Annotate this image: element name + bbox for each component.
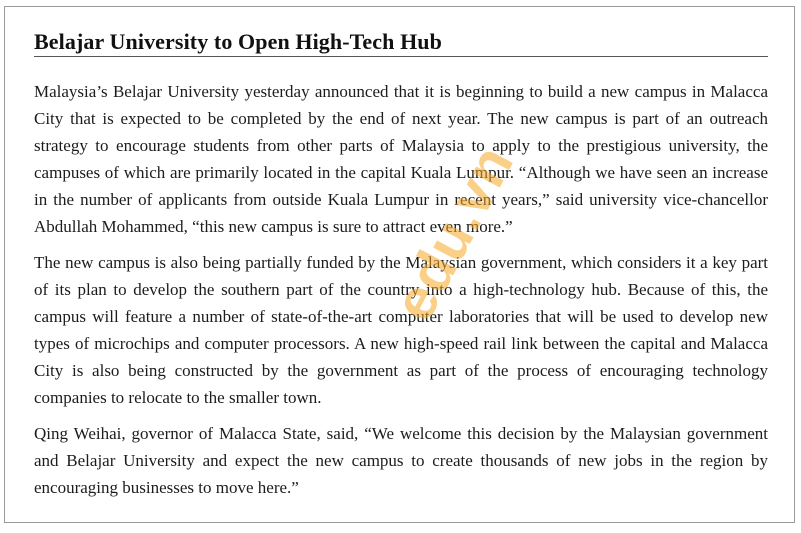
article-paragraph-1: Malaysia’s Belajar University yesterday announced that it is beginning to build a new campus in Malacca City that is expected to be completed by the end of next year. The new campus is part of an outreach strategy to encourage students from other parts of Malaysia to apply to the prestigious university, the campuses of which are primarily located in the capital Kuala Lumpur. “Although we have seen an increase in the number of applicants from outside Kuala Lumpur in recent years,” said university vice-chancellor Abdullah Mohammed, “this new campus is sure to attract even more.” (34, 82, 768, 236)
watermark: edu.vn (380, 135, 527, 331)
article-headline: Belajar University to Open High-Tech Hub (34, 29, 442, 54)
article-paragraph-3: Qing Weihai, governor of Malacca State, said, “We welcome this decision by the Malaysian government and Belajar University and expect the new campus to create thousands of new jobs in the region by encouraging businesses to move here.” (34, 424, 768, 497)
article (34, 28, 768, 510)
article-paragraph-2: The new campus is also being partially funded by the Malaysian government, which considers it a key part of its plan to develop the southern part of the country into a high-technology hub. Because of this, the campus will feature a number of state-of-the-art computer laboratories that will be used to develop new types of microchips and computer processors. A new high-speed rail link between the capital and Malacca City is also being constructed by the government as part of the process of encouraging technology companies to relocate to the smaller town. (34, 253, 768, 407)
headline-divider (34, 56, 768, 57)
